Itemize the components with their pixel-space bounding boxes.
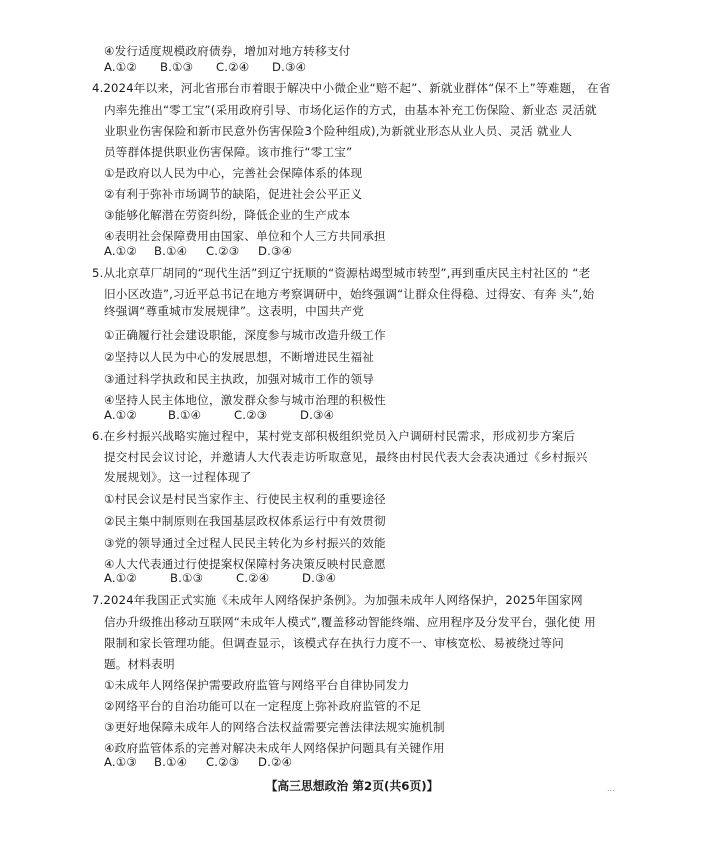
choice-a: A.①② [104,60,137,74]
prev-q-option-4: ④发行适度规模政府债券，增加对地方转移支付 [104,44,351,58]
choice-c: C.②③ [234,408,268,422]
q5-answer-choices [104,408,334,423]
prev-q-answer-choices [104,60,306,75]
choice-b: B.①③ [160,60,194,74]
q5-option: ④坚持人民主体地位，激发群众参与城市治理的积极性 [104,393,386,407]
q6-stem-line: 6.在乡村振兴战略实施过程中，某村党支部积极组织党员入户调研村民需求，形成初步方案后 [92,429,576,443]
choice-d: D.③④ [300,408,335,422]
choice-b: B.①③ [170,571,204,585]
choice-a: A.①③ [104,755,137,769]
q5-stem-line: 终强调“尊重城市发展规律”。这表明，中国共产党 [104,304,365,318]
q6-stem-line: 提交村民会议讨论，并邀请人大代表走访听取意见，最终由村民代表大会表决通过《乡村振兴 [104,450,588,464]
q7-stem-line: 限制和家长管理功能。但调查显示，该模式存在执行力度不一、审核宽松、易被绕过等问 [104,636,564,650]
q4-option: ①是政府以人民为中心，完善社会保障体系的体现 [104,166,363,180]
q5-option: ③通过科学执政和民主执政，加强对城市工作的领导 [104,372,375,386]
q4-stem-line: 内率先推出“零工宝”(采用政府引导、市场化运作的方式，由基本补充工伤保险、新业态 灵活就 [104,103,597,117]
q5-option: ①正确履行社会建设职能，深度参与城市改造升级工作 [104,328,386,342]
q6-answer-choices [104,571,336,586]
corner-mark: ... [607,784,615,793]
q7-option: ④政府监管体系的完善对解决未成年人网络保护问题具有关键作用 [104,741,445,755]
choice-c: C.②③ [206,755,240,769]
q4-answer-choices [104,244,292,259]
q5-option: ②坚持以人民为中心的发展思想，不断增进民生福祉 [104,350,375,364]
choice-a: A.①② [104,408,137,422]
q7-answer-choices [104,755,292,770]
q7-stem-line: 题。材料表明 [104,657,175,671]
choice-b: B.①④ [168,408,202,422]
q4-stem-line: 业职业伤害保险和新市民意外伤害保险3个险种组成),为新就业形态从业人员、灵活 就业人 [104,124,573,138]
q7-stem-line: 7.2024年我国正式实施《未成年人网络保护条例》。为加强未成年人网络保护，2025年国家网 [92,593,583,607]
choice-a: A.①② [104,244,137,258]
choice-d: D.③④ [272,60,307,74]
q4-option: ④表明社会保障费用由国家、单位和个人三方共同承担 [104,229,386,243]
q6-option: ④人大代表通过行使提案权保障村务决策反映村民意愿 [104,557,386,571]
choice-b: B.①④ [154,755,188,769]
choice-d: D.③④ [302,571,337,585]
q4-stem-line: 4.2024年以来，河北省邢台市着眼于解决中小微企业“赔不起”、新就业群体“保不上”等难题， 在省 [92,81,611,95]
q6-option: ①村民会议是村民当家作主、行使民主权利的重要途径 [104,492,386,506]
q6-option: ③党的领导通过全过程人民民主转化为乡村振兴的效能 [104,536,386,550]
q5-stem-line: 5.从北京草厂胡同的“现代生活”到辽宁抚顺的“资源枯竭型城市转型”,再到重庆民主村社区的 “老 [92,266,591,280]
q4-option: ②有利于弥补市场调节的缺陷，促进社会公平正义 [104,187,363,201]
q5-stem-line: 旧小区改造”,习近平总书记在地方考察调研中，始终强调“让群众住得稳、过得安、有奔 头”,始 [104,287,595,301]
q6-option: ②民主集中制原则在我国基层政权体系运行中有效贯彻 [104,514,386,528]
choice-b: B.①④ [154,244,188,258]
choice-a: A.①② [104,571,137,585]
choice-d: D.②④ [258,755,293,769]
choice-c: C.②③ [206,244,240,258]
q4-stem-line: 员等群体提供职业伤害保障。该市推行“零工宝” [104,145,353,159]
choice-c: C.②④ [216,60,250,74]
choice-c: C.②④ [236,571,270,585]
choice-d: D.③④ [258,244,293,258]
q7-option: ①未成年人网络保护需要政府监管与网络平台自律协同发力 [104,678,410,692]
q6-stem-line: 发展规划》。这一过程体现了 [104,470,252,484]
page-footer: 【高三思想政治 第2页(共6页)】 [265,779,439,793]
q7-option: ②网络平台的自治功能可以在一定程度上弥补政府监管的不足 [104,699,422,713]
q7-option: ③更好地保障未成年人的网络合法权益需要完善法律法规实施机制 [104,720,445,734]
q7-stem-line: 信办升级推出移动互联网“未成年人模式”,覆盖移动智能终端、应用程序及分发平台，强化使 用 [104,615,596,629]
q4-option: ③能够化解潜在劳资纠纷，降低企业的生产成本 [104,208,351,222]
